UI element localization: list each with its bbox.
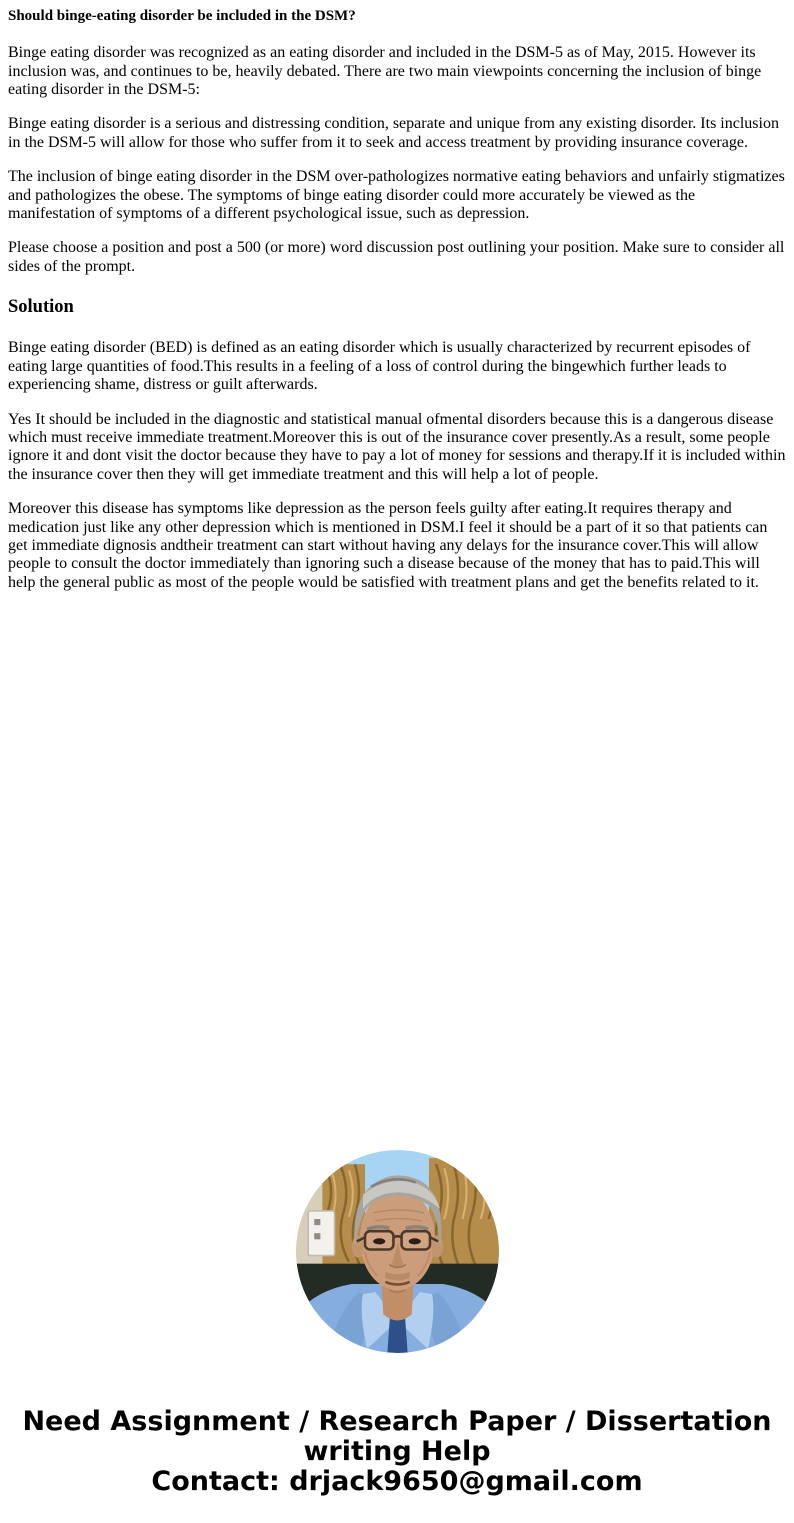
solution-paragraph: Moreover this disease has symptoms like depression as the person feels guilty after eating.It requires therapy and medication just like any other depression which is mentioned in DSM.I feel it should be a part of it so that patients can get immediate dignosis andtheir treatment can start without having any delays for the insurance cover.This will allow people to consult the doctor immediately than ignoring such a disease because of the money that has to paid.This will help the general public as most of the people would be satisfied with treatment plans and get the benefits related to it. [8, 500, 768, 591]
solution-heading: Solution [8, 297, 74, 318]
intro-paragraph: Please choose a position and post a 500 (or more) word discussion post outlining your position. Make sure to consider all sides of the prompt. [8, 239, 785, 275]
promo-heading: Need Assignment / Research Paper / Dissertation writing Help [22, 1405, 772, 1467]
document-title: Should binge-eating disorder be included in the DSM? [8, 8, 356, 24]
solution-paragraph: Binge eating disorder (BED) is defined as an eating disorder which is usually characterized by recurrent episodes of eating large quantities of food.This results in a feeling of a loss of control during the bingewhich further leads to experiencing shame, distress or guilt afterwards. [8, 339, 751, 394]
solution-paragraph: Yes It should be included in the diagnostic and statistical manual ofmental disorders because this is a dangerous disease which must receive immediate treatment.Moreover this is out of the insurance cover presently.As a result, some people ignore it and dont visit the doctor because they have to pay a lot of money for sessions and therapy.If it is included within the insurance cover then they will get immediate treatment and this will help a lot of people. [8, 410, 786, 483]
intro-paragraph: Binge eating disorder was recognized as an eating disorder and included in the DSM-5 as of May, 2015. However its inclusion was, and continues to be, heavily debated. There are two main viewpoints concerning the inclusion of binge eating disorder in the DSM-5: [8, 44, 762, 99]
promo-contact-email: Contact: drjack9650@gmail.com [151, 1465, 643, 1497]
intro-paragraph: Binge eating disorder is a serious and distressing condition, separate and unique from any existing disorder. Its inclusion in the DSM-5 will allow for those who suffer from it to seek and access treatment by providing insurance coverage. [8, 115, 779, 151]
tutor-avatar-section [8, 1150, 786, 1358]
intro-paragraph: The inclusion of binge eating disorder in the DSM over-pathologizes normative eating behaviors and unfairly stigmatizes and pathologizes the obese. The symptoms of binge eating disorder could more accurately be viewed as the manifestation of symptoms of a different psychological issue, such as depression. [8, 168, 785, 222]
tutor-avatar [296, 1150, 499, 1353]
tutor-portrait-illustration [296, 1150, 499, 1353]
assignment-document [8, 8, 786, 592]
promo-footer [8, 1407, 786, 1498]
